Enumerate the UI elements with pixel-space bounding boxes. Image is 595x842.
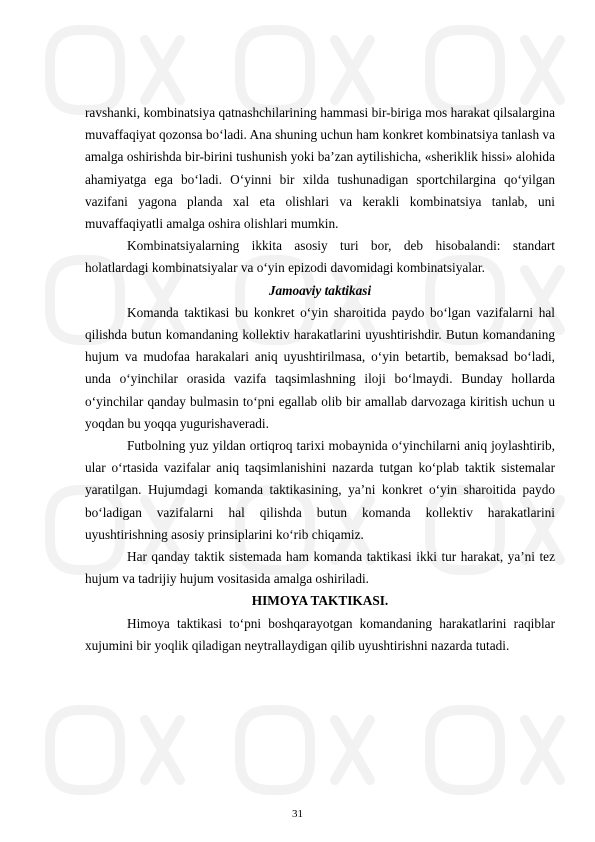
heading-collective-tactics: Jamoaviy taktikasi	[268, 282, 372, 298]
page-number: 31	[292, 808, 303, 820]
paragraph-tactical-systems: Futbolning yuz yildan ortiqroq tarixi mobaynida o‘yinchilarni aniq joylashtirib, ular o‘rtasida vazifalar aniq taqsimlanishini nazarda tutgan ko‘plab taktik sistemalar yaratilgan. Hujumdagi komanda taktikasining, ya’ni konkret o‘yin sharoitida paydo bo‘ladigan vazifalarni hal qilishda butun komanda kollektiv harakatlarini uyushtirishning asosiy prinsiplarini ko‘rib chiqamiz.	[85, 438, 555, 542]
paragraph-defense-tactics: Himoya taktikasi to‘pni boshqarayotgan komandaning harakatlarini raqiblar xujumini bir yoqlik qiladigan neytrallaydigan qilib uyushtirishni nazarda tutadi.	[85, 615, 555, 653]
heading-defense-tactics: HIMOYA TAKTIKASI.	[251, 593, 389, 609]
document-body	[85, 102, 555, 657]
paragraph-combination-types: Kombinatsiyalarning ikkita asosiy turi bor, deb hisobalandi: standart holatlardagi kombinatsiyalar va o‘yin epizodi davomidagi kombinatsiyalar.	[85, 238, 555, 276]
paragraph-attack-types: Har qanday taktik sistemada ham komanda taktikasi ikki tur harakat, ya’ni tez hujum va tadrijiy hujum vositasida amalga oshiriladi.	[85, 549, 555, 587]
paragraph-combination-intro: ravshanki, kombinatsiya qatnashchilarining hammasi bir-biriga mos harakat qilsalargina muvaffaqiyat qozonsa bo‘ladi. Ana shuning uchun ham konkret kombinatsiya tanlash va amalga oshirishda bir-birini tushunish yoki ba’zan aytilishicha, «sheriklik hissi» alohida ahamiyatga ega bo‘ladi. O‘yinni bir xilda tushunadigan sportchilargina qo‘yilgan vazifani yagona planda xal eta olishlari va kerakli kombinatsiya tanlab, uni muvaffaqiyatli amalga oshira olishlari mumkin.	[85, 105, 555, 232]
paragraph-team-tactics: Komanda taktikasi bu konkret o‘yin sharoitida paydo bo‘lgan vazifalarni hal qilishda butun komandaning kollektiv harakatlarini uyushtirishdir. Butun komandaning hujum va mudofaa harakalari aniq uyushtirilmasa, o‘yin betartib, bemaksad bo‘ladi, unda o‘yinchilar orasida vazifa taqsimlashning iloji bo‘lmaydi. Bunday hollarda o‘yinchilar qanday bulmasin to‘pni egallab olib bir amallab darvozaga kiritish uchun u yoqdan bu yoqqa yugurishaveradi.	[85, 304, 555, 431]
